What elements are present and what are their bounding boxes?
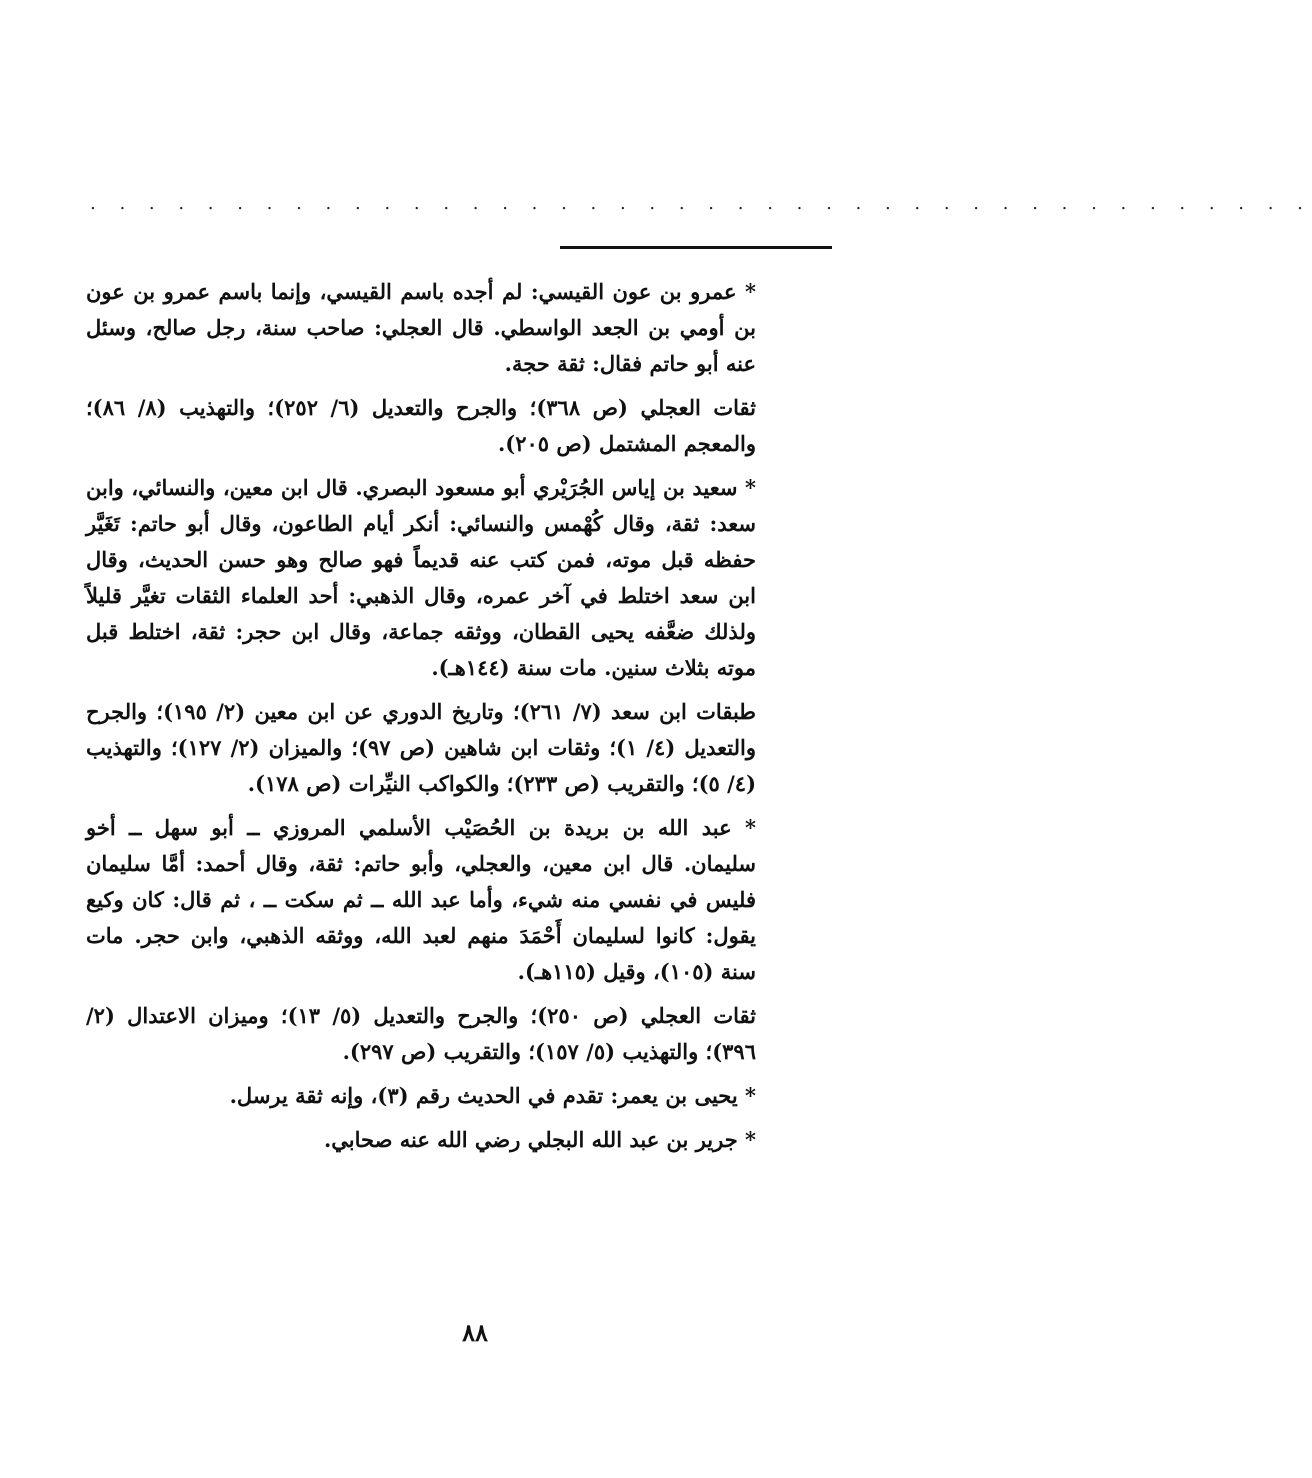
footnote-rule — [560, 246, 832, 249]
footnote-body — [86, 274, 756, 1166]
dotted-separator: . . . . . . . . . . . . . . . . . . . . . . . . . . . . . . . . . . . . . . . . . . — [90, 193, 1312, 214]
paragraph: ثقات العجلي (ص ٣٦٨)؛ والجرح والتعديل (٦/ ٢٥٢)؛ والتهذيب (٨/ ٨٦)؛ والمعجم المشتمل (ص ٢٠٥). — [86, 395, 757, 456]
paragraph: * عمرو بن عون القيسي: لم أجده باسم القيسي، وإنما باسم عمرو بن عون بن أومي بن الجعد الواسطي. قال العجلي: صاحب سنة، رجل صالح، وسئل عنه أبو حاتم فقال: ثقة حجة. — [86, 279, 756, 376]
paragraph: * سعيد بن إياس الجُرَيْري أبو مسعود البصري. قال ابن معين، والنسائي، وابن سعد: ثقة، وقال كُهْمس والنسائي: أنكر أيام الطاعون، وقال أبو حاتم: تَغَيَّر حفظه قبل موته، فمن كتب عنه قديماً فهو صالح وهو حسن الحديث، وقال ابن سعد اختلط في آخر عمره، وقال الذهبي: أحد العلماء الثقات تغيَّر قليلاً ولذلك ضعَّفه يحيى القطان، ووثقه جماعة، وقال ابن حجر: ثقة، اختلط قبل موته بثلاث سنين. مات سنة (١٤٤هـ). — [86, 475, 756, 680]
entry-said-ibn-iyas — [86, 470, 756, 686]
paragraph: * يحيى بن يعمر: تقدم في الحديث رقم (٣)، وإنه ثقة يرسل. — [229, 1083, 756, 1108]
references-said-ibn-iyas — [86, 694, 756, 802]
references-amr-ibn-awn — [86, 390, 756, 462]
page-number: ٨٨ — [462, 1318, 488, 1347]
entry-jarir-ibn-abdullah — [86, 1122, 756, 1158]
references-abdullah-ibn-buraydah — [86, 998, 756, 1070]
paragraph: * عبد الله بن بريدة بن الحُصَيْب الأسلمي المروزي ــ أبو سهل ــ أخو سليمان. قال ابن معين، والعجلي، وأبو حاتم: ثقة، وقال أحمد: أمَّا سليمان فليس في نفسي منه شيء، وأما عبد الله ــ ثم سكت ــ ، ثم قال: كان وكيع يقول: كانوا لسليمان أَحْمَدَ منهم لعبد الله، ووثقه الذهبي، وابن حجر. مات سنة (١٠٥)، وقيل (١١٥هـ). — [86, 815, 756, 984]
entry-amr-ibn-awn — [86, 274, 756, 382]
entry-abdullah-ibn-buraydah — [86, 810, 756, 990]
paragraph: طبقات ابن سعد (٧/ ٢٦١)؛ وتاريخ الدوري عن ابن معين (٢/ ١٩٥)؛ والجرح والتعديل (٤/ ١)؛ وثقات ابن شاهين (ص ٩٧)؛ والميزان (٢/ ١٢٧)؛ والتهذيب (٤/ ٥)؛ والتقريب (ص ٢٣٣)؛ والكواكب النيِّرات (ص ١٧٨). — [86, 699, 757, 796]
paragraph: * جرير بن عبد الله البجلي رضي الله عنه صحابي. — [323, 1127, 756, 1152]
entry-yahya-ibn-yamar — [86, 1078, 756, 1114]
paragraph: ثقات العجلي (ص ٢٥٠)؛ والجرح والتعديل (٥/ ١٣)؛ وميزان الاعتدال (٢/ ٣٩٦)؛ والتهذيب (٥/ ١٥٧)؛ والتقريب (ص ٢٩٧). — [86, 1003, 756, 1064]
